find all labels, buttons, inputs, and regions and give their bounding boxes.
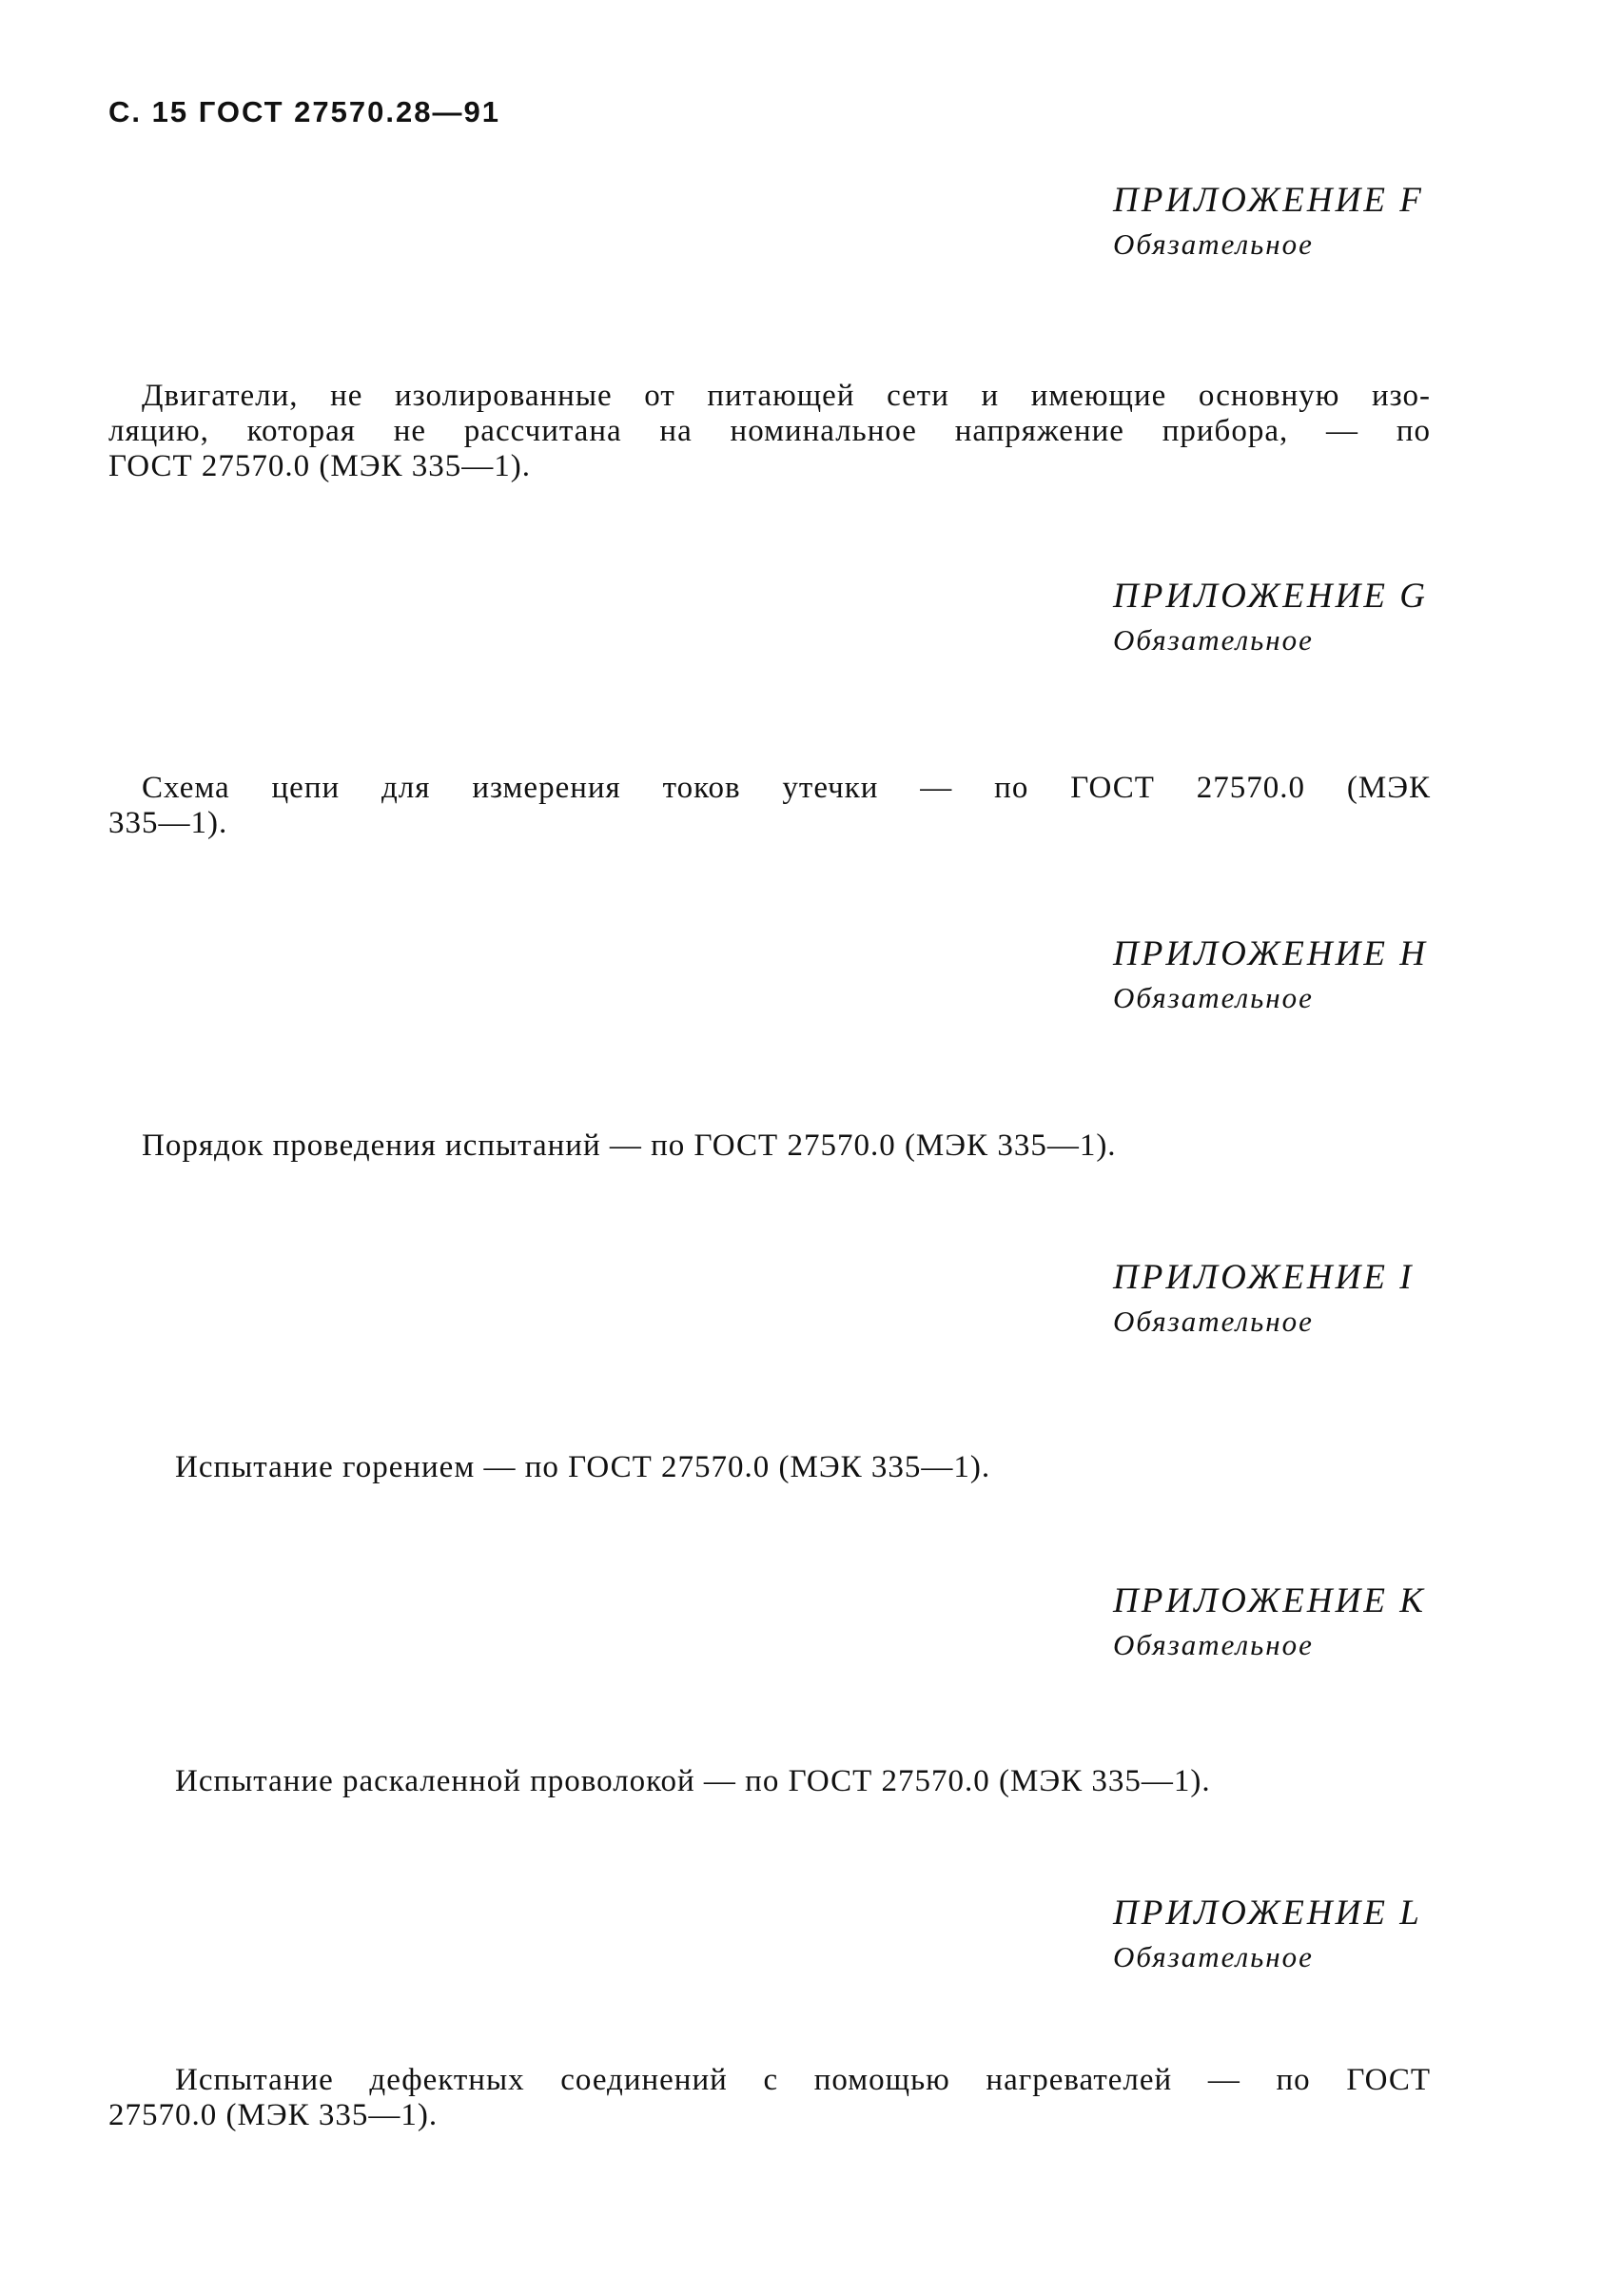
page-header: С. 15 ГОСТ 27570.28—91 xyxy=(108,95,500,128)
appendix-f-heading xyxy=(1113,179,1494,266)
appendix-status: Обязательное xyxy=(1113,1940,1314,1973)
appendix-f-text xyxy=(108,379,1431,484)
appendix-l-text xyxy=(108,2063,1431,2133)
appendix-title: ПРИЛОЖЕНИЕ L xyxy=(1113,1894,1422,1933)
appendix-i-heading xyxy=(1113,1256,1494,1344)
paragraph-line: Испытание горением — по ГОСТ 27570.0 (МЭК 335—1). xyxy=(175,1450,991,1484)
appendix-status: Обязательное xyxy=(1113,623,1314,657)
appendix-k-heading xyxy=(1113,1580,1494,1667)
paragraph-line: ГОСТ 27570.0 (МЭК 335—1). xyxy=(108,449,532,483)
appendix-title: ПРИЛОЖЕНИЕ F xyxy=(1113,181,1424,220)
appendix-k-text xyxy=(108,1764,1431,1799)
paragraph-line: 335—1). xyxy=(108,806,228,840)
appendix-status: Обязательное xyxy=(1113,227,1314,261)
appendix-i-text xyxy=(108,1450,1431,1485)
paragraph-line: 27570.0 (МЭК 335—1). xyxy=(108,2098,439,2132)
appendix-title: ПРИЛОЖЕНИЕ G xyxy=(1113,577,1428,616)
appendix-h-heading xyxy=(1113,932,1494,1020)
appendix-l-heading xyxy=(1113,1892,1494,1979)
paragraph-line: Испытание дефектных соединений с помощью нагревателей — по ГОСТ xyxy=(175,2063,1431,2097)
paragraph-line: Испытание раскаленной проволокой — по ГОСТ 27570.0 (МЭК 335—1). xyxy=(175,1764,1211,1798)
appendix-g-heading xyxy=(1113,575,1494,662)
appendix-status: Обязательное xyxy=(1113,1628,1314,1661)
paragraph-line: Двигатели, не изолированные от питающей сети и имеющие основную изо- xyxy=(142,379,1431,413)
appendix-status: Обязательное xyxy=(1113,1305,1314,1338)
appendix-title: ПРИЛОЖЕНИЕ H xyxy=(1113,934,1428,973)
appendix-title: ПРИЛОЖЕНИЕ K xyxy=(1113,1581,1426,1620)
paragraph-line: Порядок проведения испытаний — по ГОСТ 27570.0 (МЭК 335—1). xyxy=(142,1128,1117,1163)
appendix-g-text xyxy=(108,771,1431,841)
paragraph-line: ляцию, которая не рассчитана на номинальное напряжение прибора, — по xyxy=(108,414,1431,448)
appendix-status: Обязательное xyxy=(1113,981,1314,1014)
appendix-h-text xyxy=(108,1128,1431,1164)
appendix-title: ПРИЛОЖЕНИЕ I xyxy=(1113,1258,1415,1297)
paragraph-line: Схема цепи для измерения токов утечки — по ГОСТ 27570.0 (МЭК xyxy=(142,771,1431,805)
